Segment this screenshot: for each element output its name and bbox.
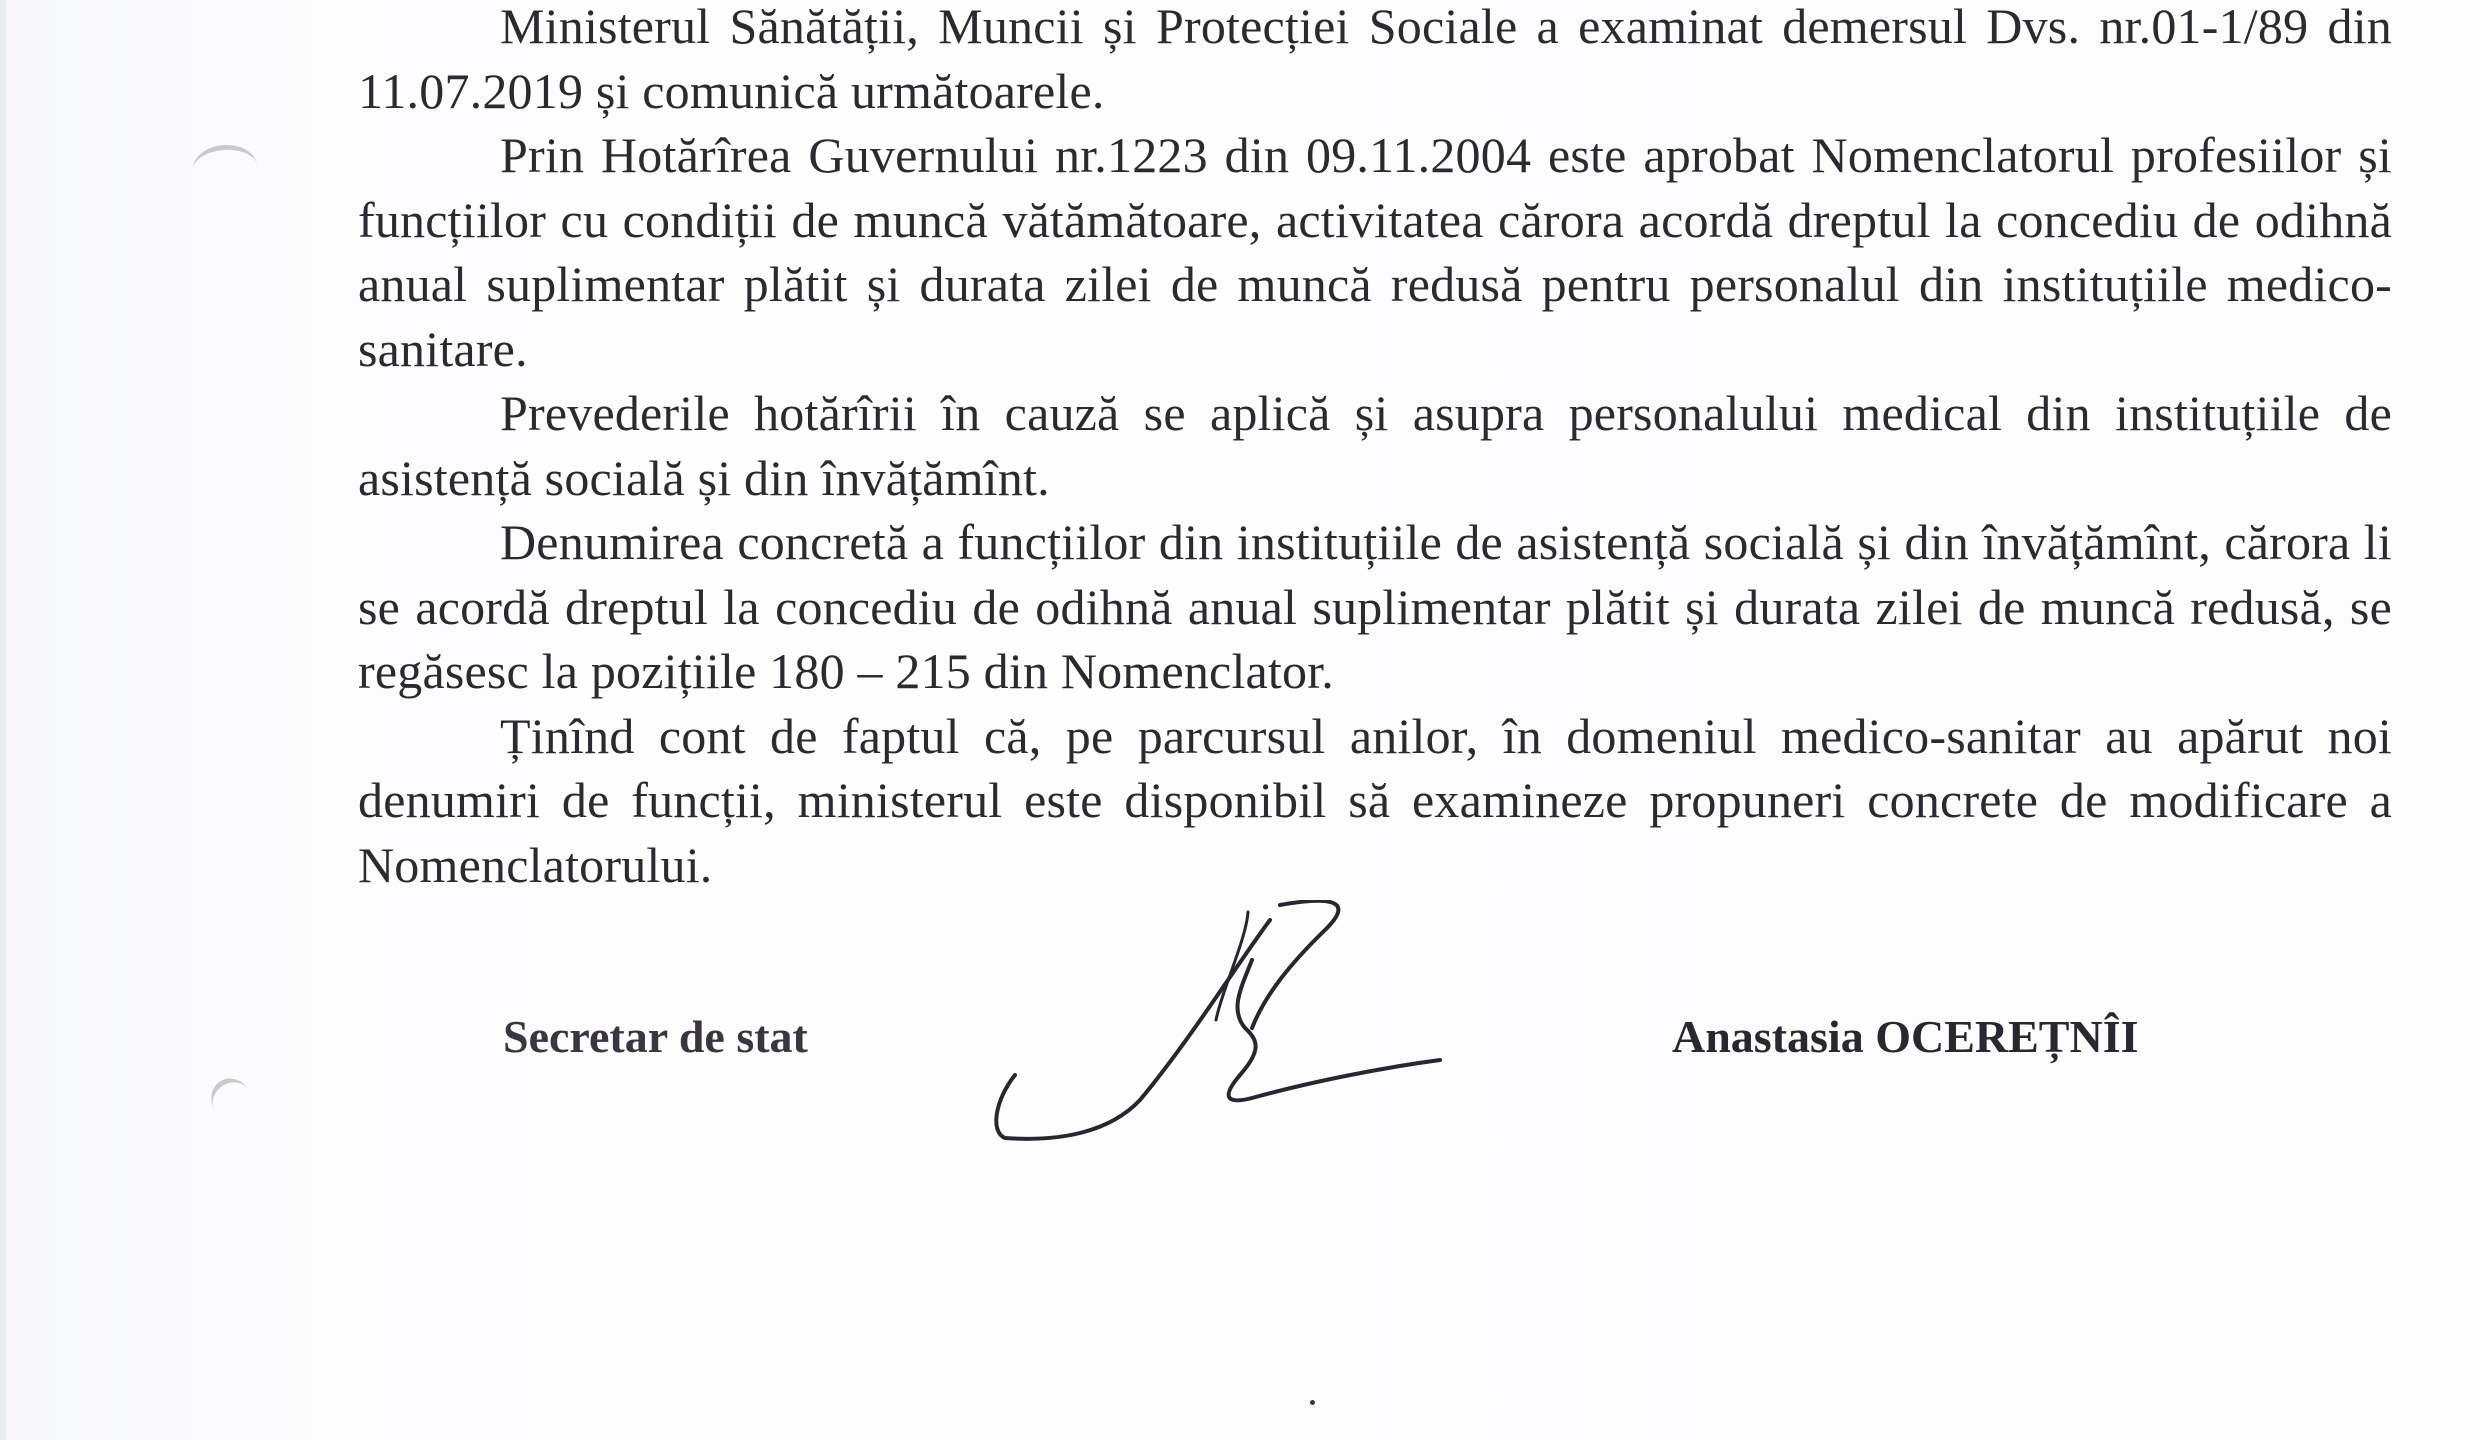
paragraph-denumirea: Denumirea concretă a funcțiilor din instituțiile de asistență socială și din învățămînt, cărora li se acordă dreptul la concediu de odihnă anual suplimentar plătit și durata zilei de muncă redusă, se regăsesc la pozițiile 180 – 215 din Nomenclator.: [358, 514, 2392, 699]
punch-hole-mark-bottom: [203, 1071, 260, 1130]
scan-speck: [1310, 1400, 1315, 1405]
handwritten-signature-icon: [990, 900, 1490, 1150]
paragraph-nomenclator: Prin Hotărîrea Guvernului nr.1223 din 09.11.2004 este aprobat Nomenclatorul profesiilor și funcțiilor cu condiții de muncă vătămătoare, activitatea cărora acordă dreptul la concediu de odihnă anual suplimentar plătit și durata zilei de muncă redusă pentru personalul din instituțiile medico-sanitare.: [358, 127, 2392, 377]
signatory-title: Secretar de stat: [503, 1011, 808, 1062]
punch-hole-mark-top: [192, 143, 259, 192]
paragraph-prevederi: Prevederile hotărîrii în cauză se aplică și asupra personalului medical din instituțiile de asistență socială și din învățămînt.: [358, 385, 2392, 506]
letter-body: [358, 0, 2392, 897]
paragraph-propuneri: Ținînd cont de faptul că, pe parcursul anilor, în domeniul medico-sanitar au apărut noi denumiri de funcții, ministerul este disponibil să examineze propuneri concrete de modificare a Nomenclatorului.: [358, 707, 2392, 893]
paragraph-intro: Ministerul Sănătății, Muncii și Protecției Sociale a examinat demersul Dvs. nr.01-1/89 din 11.07.2019 și comunică următoarele.: [358, 0, 2392, 119]
signatory-name: Anastasia OCEREȚNÎI: [1672, 1011, 2139, 1062]
scan-left-edge: [0, 0, 6, 1440]
